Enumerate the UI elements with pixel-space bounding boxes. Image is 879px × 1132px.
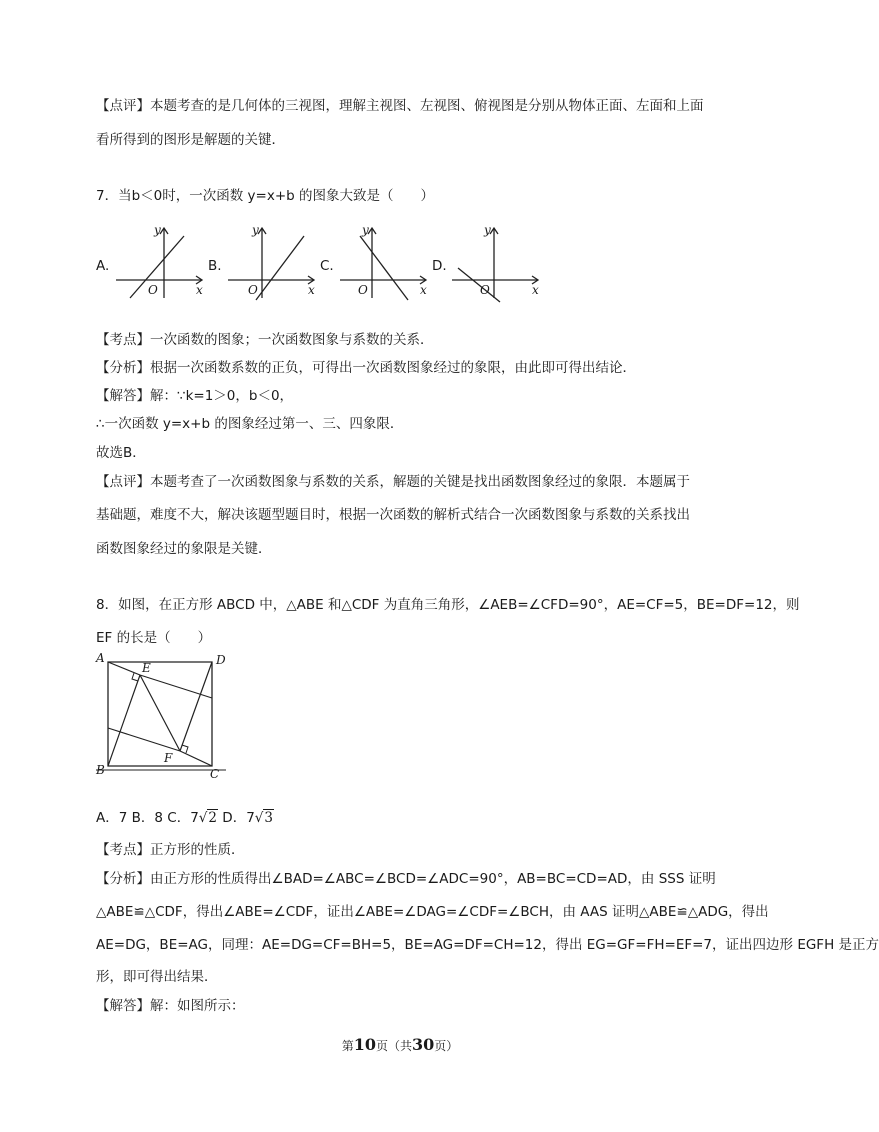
option-label: D. — [432, 258, 447, 274]
question-8-line-1: 8．如图，在正方形 ABCD 中，△ABE 和△CDF 为直角三角形，∠AEB=∠CFD=90°，AE=CF=5，BE=DF=12，则 — [96, 597, 800, 613]
q7-option-d — [432, 222, 542, 302]
label-d: D — [216, 653, 226, 667]
option-label: B. — [208, 258, 222, 274]
q7-fenxi: 【分析】根据一次函数系数的正负，可得出一次函数图象经过的象限，由此即可得出结论． — [96, 360, 636, 376]
label-e: E — [142, 661, 151, 675]
graph-c — [334, 222, 430, 302]
sqrt-2: 2 — [208, 810, 217, 826]
axis-x-label: x — [532, 283, 539, 297]
choice-b: B．8 — [131, 810, 163, 826]
question-8-line-2: EF 的长是（ ） — [96, 630, 212, 646]
q7-option-c — [320, 222, 430, 302]
label-b: B — [96, 763, 105, 777]
option-label: A. — [96, 258, 110, 274]
q8-fenxi-1: 【分析】由正方形的性质得出∠BAD=∠ABC=∠BCD=∠ADC=90°，AB=BC=CD=AD，由 SSS 证明 — [96, 871, 716, 887]
comment-line-2: 看所得到的图形是解题的关键． — [96, 132, 285, 148]
graph-b — [222, 222, 318, 302]
q7-dianping-1: 【点评】本题考查了一次函数图象与系数的关系，解题的关键是找出函数图象经过的象限．本题属于 — [96, 474, 690, 490]
q7-options — [96, 222, 556, 302]
q7-dianping-2: 基础题，难度不大，解决该题型题目时，根据一次函数的解析式结合一次函数图象与系数的关系找出 — [96, 507, 690, 523]
origin-label: O — [480, 283, 490, 297]
q7-kaodian: 【考点】一次函数的图象；一次函数图象与系数的关系． — [96, 332, 434, 348]
page-number: 10 — [353, 1035, 376, 1054]
q8-jieda: 【解答】解：如图所示： — [96, 998, 245, 1014]
choice-d: D．7√3 — [222, 810, 273, 826]
q7-option-a — [96, 222, 206, 302]
q8-kaodian: 【考点】正方形的性质． — [96, 842, 245, 858]
q8-fenxi-2: △ABE≌△CDF，得出∠ABE=∠CDF，证出∠ABE=∠DAG=∠CDF=∠BCH，由 AAS 证明△ABE≌△ADG，得出 — [96, 904, 769, 920]
comment-line-1: 【点评】本题考查的是几何体的三视图，理解主视图、左视图、俯视图是分别从物体正面、左面和上面 — [96, 98, 704, 114]
label-c: C — [210, 767, 220, 781]
page-footer: 第10页（共30页） — [341, 1035, 459, 1054]
axis-x-label: x — [308, 283, 315, 297]
choice-a: A．7 — [96, 810, 128, 826]
page-total: 30 — [412, 1035, 435, 1054]
q8-choices — [96, 806, 274, 826]
axis-y-label: y — [252, 223, 259, 237]
q7-jieda: 【解答】解：∵k=1＞0，b＜0， — [96, 388, 294, 404]
sqrt-3: 3 — [264, 810, 273, 826]
graph-a — [110, 222, 206, 302]
axis-x-label: x — [196, 283, 203, 297]
q7-conclusion: ∴一次函数 y=x+b 的图象经过第一、三、四象限． — [96, 416, 404, 432]
q7-answer: 故选B． — [96, 445, 146, 461]
origin-label: O — [358, 283, 368, 297]
axis-y-label: y — [362, 223, 369, 237]
q8-fenxi-4: 形，即可得出结果． — [96, 969, 218, 985]
axis-y-label: y — [154, 223, 161, 237]
graph-d — [446, 222, 542, 302]
origin-label: O — [248, 283, 258, 297]
q7-option-b — [208, 222, 318, 302]
question-7: 7．当b＜0时，一次函数 y=x+b 的图象大致是（ ） — [96, 188, 435, 204]
axis-y-label: y — [484, 223, 491, 237]
label-f: F — [164, 751, 173, 765]
square-figure — [92, 650, 232, 781]
q7-dianping-3: 函数图象经过的象限是关键． — [96, 541, 272, 557]
axis-x-label: x — [420, 283, 427, 297]
q8-fenxi-3: AE=DG，BE=AG，同理：AE=DG=CF=BH=5，BE=AG=DF=CH=12，得出 EG=GF=FH=EF=7，证出四边形 EGFH 是正方 — [96, 937, 879, 953]
origin-label: O — [148, 283, 158, 297]
label-a: A — [96, 651, 105, 665]
choice-c: C．7√2 — [167, 810, 217, 826]
option-label: C. — [320, 258, 334, 274]
